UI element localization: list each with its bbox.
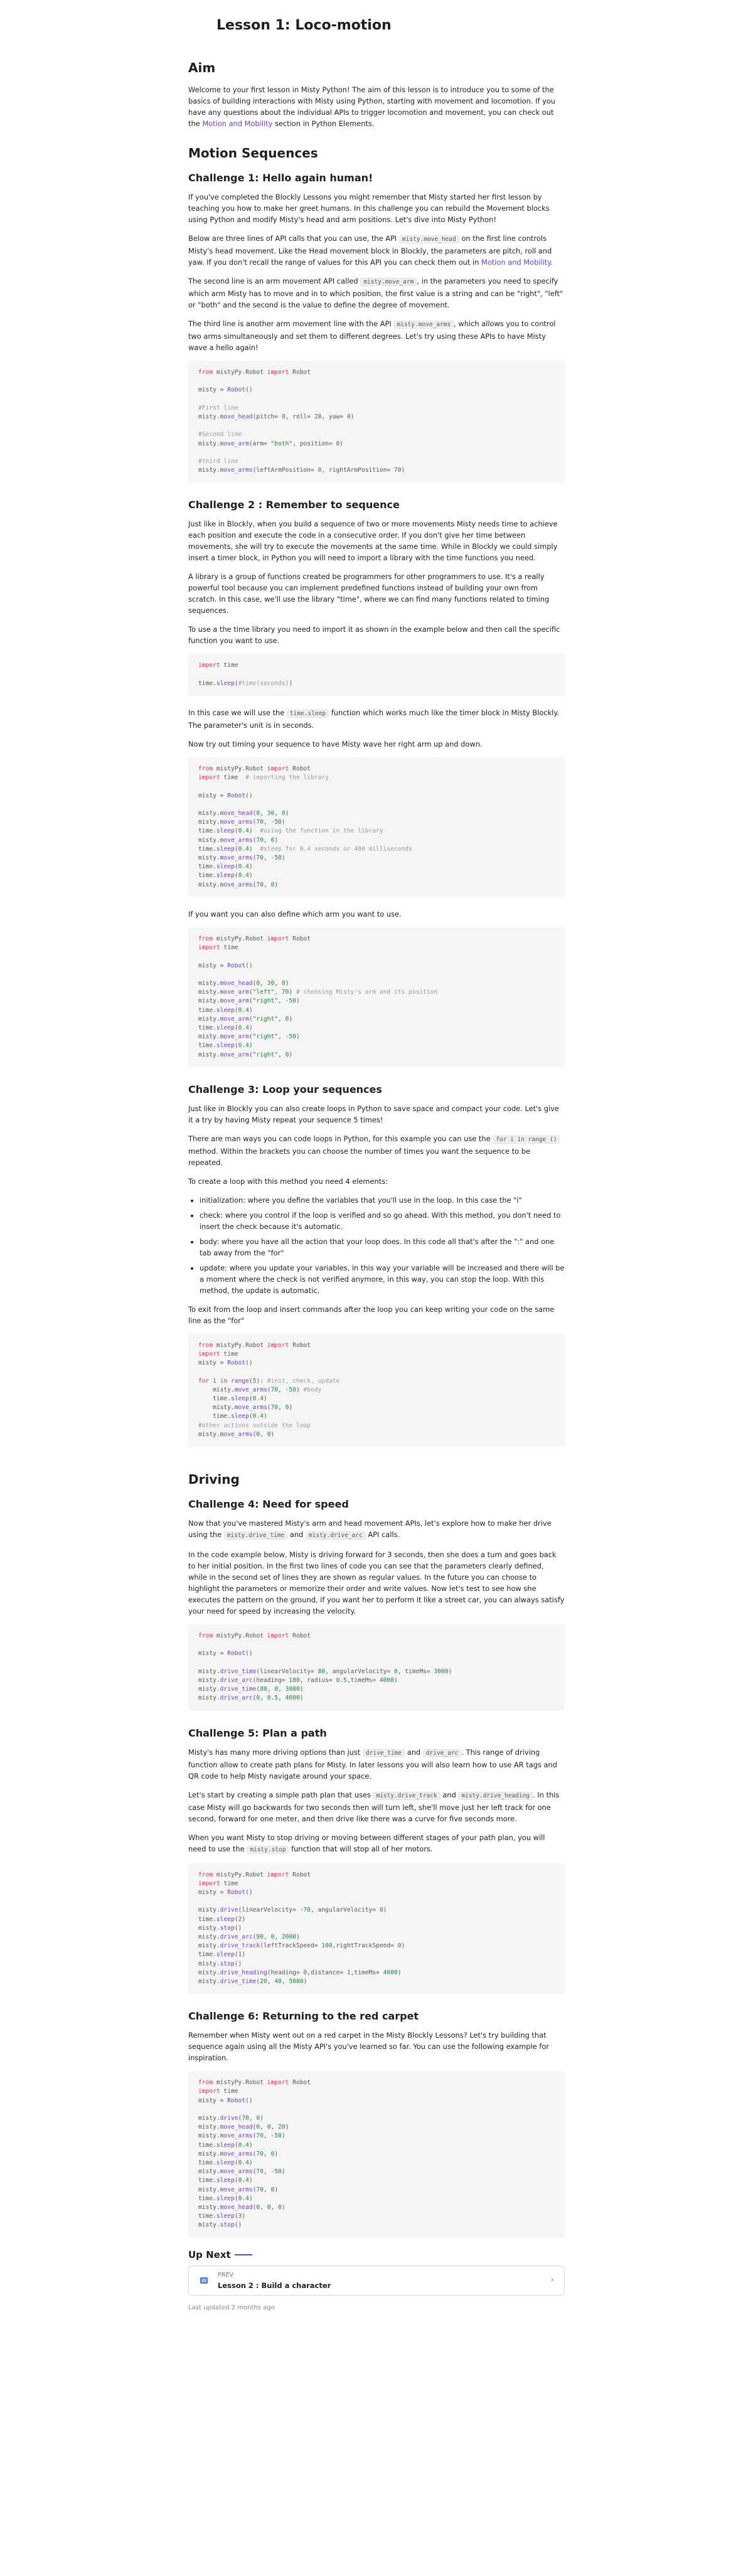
- book-icon: [199, 2275, 209, 2286]
- c5-paragraph-2: Let's start by creating a simple path plan that uses misty.drive_track and misty.drive_heading . In this case Misty will go backwards for two seconds then will turn left, she'll move just her left track for one second, forward for one meter, and then drive like there was a curve for five seconds more.: [188, 1790, 560, 1823]
- up-next-heading: Up Next: [188, 2249, 565, 2260]
- inline-code: misty.move_arms: [393, 321, 454, 329]
- inline-code: misty.drive_arc: [306, 1531, 366, 1540]
- c2-paragraph-3: To use a the time library you need to import it as shown in the example below and then call the specific function you want to use.: [188, 625, 560, 646]
- c3-paragraph-4: To exit from the loop and insert commands after the loop you can keep writing your code on the same line as the "for": [188, 1304, 555, 1325]
- c5-paragraph-1: Misty's has many more driving options than just drive_time and drive_arc . This range of driving function allow to create path plans for Misty. In later lessons you will also learn how to use AR tags and QR code to help Misty navigate around your space.: [188, 1747, 557, 1780]
- inline-code: misty.stop: [247, 1846, 289, 1854]
- inline-code: misty.move_head: [399, 235, 459, 243]
- motion-sequences-heading: Motion Sequences: [188, 146, 318, 161]
- motion-mobility-link-2[interactable]: Motion and Mobility: [481, 258, 551, 267]
- code-block-7[interactable]: from mistyPy.Robot import Robot import time misty = Robot() misty.drive(linearVelocity= -70, angularVelocity= 0) time.sleep(2) misty.stop() misty.drive_arc(90, 0, 2000) misty.drive_track(leftTrackSpeed= 100,rightTrackSpeed= 0) time.sleep(1) misty.stop() misty.drive_heading(heading= 0,distance= 1,timeMs= 4000) misty.drive_time(20, 40, 5000): [188, 1863, 565, 1994]
- c3-paragraph-2: There are man ways you can code loops in Python, for this example you can use the for i in range () method. Within the brackets you can choose the number of times you want the sequence to be repeated.: [188, 1133, 565, 1168]
- c1-paragraph-3: The second line is an arm movement API called misty.move_arm , in the parameters you need to specify which arm Misty has to move and in to which position, the first value is a string and can be "right", "left" or "both" and the second is the value to define the degree of movement.: [188, 277, 563, 309]
- inline-code: misty.move_arm: [360, 278, 417, 286]
- code-block-5[interactable]: from mistyPy.Robot import Robot import time misty = Robot() for i in range(5): #init, check, update misty.move_arms(70, -50) #body time.sleep(0.4) misty.move_arms(70, 0) time.sleep(0.4) #other actions outside the loop misty.move_arms(0, 0): [188, 1334, 565, 1447]
- c1-paragraph-4: The third line is another arm movement line with the API misty.move_arms , which allows you to control two arms simultaneously and set them to different degrees. Let's try using these APIs to have Misty wave a hello again!: [188, 319, 556, 352]
- c4-paragraph-1: Now that you've mastered Misty's arm and head movement APIs, let's explore how to make her drive using the misty.drive_time and misty.drive_arc API calls.: [188, 1518, 552, 1539]
- inline-code: time.sleep: [287, 710, 329, 718]
- c2-paragraph-2: A library is a group of functions created be programmers for other programmers to use. It's a really powerful tool because you can implement predefined functions instead of building your own from scratch. In this case, we'll use the library "time", where we can find many functions related to timing sequences.: [188, 572, 550, 615]
- code-block-2[interactable]: import time time.sleep(#time(seconds)): [188, 654, 565, 696]
- list-item: • check: where you control if the loop is verified and so go ahead. With this method, you don't need to insert the check because it's automatic.: [200, 1210, 565, 1232]
- c4-paragraph-2: In the code example below, Misty is driving forward for 3 seconds, then she does a turn and goes back to her initial position. In the first two lines of code you can see that the parameters clearly defined, while in the second set of lines they are shown as regular values. In the future you can choose to highlight the parameters or memorize their order and write values. Now let's test to see how she executes the pattern on the ground, if you want her to perform it like a street car, you can always satisfy your need for speed by increasing the velocity.: [188, 1550, 565, 1615]
- challenge-4-heading: Challenge 4: Need for speed: [188, 1498, 349, 1510]
- page-title: Lesson 1: Loco-motion: [216, 18, 392, 33]
- inline-code: misty.drive_track: [373, 1792, 440, 1800]
- inline-code: for i in range (): [493, 1136, 560, 1144]
- card-prefix: PREV: [218, 2271, 233, 2279]
- c3-paragraph-1: Just like in Blockly you can also create loops in Python to save space and compact your code. Let's give it a try by having Misty repeat your sequence 5 times!: [188, 1104, 559, 1124]
- prev-lesson-card[interactable]: [188, 2265, 565, 2296]
- driving-heading: Driving: [188, 1471, 240, 1487]
- aim-paragraph: Welcome to your first lesson in Misty Python! The aim of this lesson is to introduce you to some of the basics of building interactions with Misty using Python, starting with movement and locomotion. If you have any questions about the individual APIs to trigger locomotion and movement, you can check out the Motion and Mobility section in Python Elements.: [188, 85, 556, 128]
- code-block-3[interactable]: from mistyPy.Robot import Robot import time # importing the library misty = Robot() misty.move_head(0, 30, 0) misty.move_arms(70, -50) time.sleep(0.4) #using the function in the library misty.move_arms(70, 0) time.sleep(0.4) #sleep for 0.4 seconds or 400 milliseconds misty.move_arms(70, -50) time.sleep(0.4) time.sleep(0.4) misty.move_arms(70, 0): [188, 757, 565, 897]
- motion-mobility-link[interactable]: Motion and Mobility: [202, 119, 273, 128]
- challenge-1-heading: Challenge 1: Hello again human!: [188, 172, 373, 184]
- last-updated: Last updated 2 months ago: [188, 2304, 275, 2311]
- aim-heading: Aim: [188, 60, 216, 75]
- c2-paragraph-5: Now try out timing your sequence to have Misty wave her right arm up and down.: [188, 740, 483, 749]
- c1-paragraph-2: Below are three lines of API calls that you can use, the API misty.move_head on the first line controls Misty's head movement. Like the Head movement block in Blockly, the parameters are pitch, roll and yaw. If you don't recall the range of values for this API you can check them out in Motion and Mobility.: [188, 234, 553, 267]
- list-item: • initialization: where you define the variables that you'll use in the loop. In this case the "i": [200, 1195, 565, 1206]
- inline-code: drive_time: [363, 1749, 405, 1757]
- challenge-5-heading: Challenge 5: Plan a path: [188, 1727, 327, 1739]
- challenge-2-heading: Challenge 2 : Remember to sequence: [188, 499, 400, 511]
- c5-paragraph-3: When you want Misty to stop driving or moving between different stages of your path plan, you will need to use the misty.stop function that will stop all of her motors.: [188, 1833, 545, 1853]
- inline-code: misty.drive_time: [224, 1531, 288, 1540]
- challenge-6-heading: Challenge 6: Returning to the red carpet: [188, 2010, 419, 2023]
- list-item: • body: where you have all the action that your loop does. In this code all that's after the ":" and one tab away from the "for": [200, 1236, 565, 1259]
- code-block-1[interactable]: from mistyPy.Robot import Robot misty = Robot() #First line misty.move_head(pitch= 0, roll= 20, yaw= 0) #Second line misty.move_arm(arm= "both", position= 0) #third line misty.move_arms(leftArmPosition= 0, rightArmPosition= 70): [188, 361, 565, 482]
- chevron-right-icon: ›: [550, 2274, 554, 2285]
- inline-code: drive_arc: [423, 1749, 461, 1757]
- c1-paragraph-1: If you've completed the Blockly Lessons you might remember that Misty started her first lesson by teaching you how to make her greet humans. In this challenge you can rebuild the Movement blocks using Python and modify Misty's head and arm positions. Let's dive into Misty Python!: [188, 193, 550, 224]
- c2-paragraph-1: Just like in Blockly, when you build a sequence of two or more movements Misty needs time to achieve each position and execute the code in a consecutive order. If you don't give her time between movements, she will try to execute the movements at the same time. While in Blockly we could simply insert a timer block, in Python you will need to import a library with the time functions you need.: [188, 519, 558, 563]
- article-body: [188, 60, 565, 2311]
- code-block-6[interactable]: from mistyPy.Robot import Robot misty = Robot() misty.drive_time(linearVelocity= 80, angularVelocity= 0, timeMs= 3000) misty.drive_arc(heading= 180, radius= 0.5,timeMs= 4000) misty.drive_time(80, 0, 3000) misty.drive_arc(0, 0.5, 4000): [188, 1624, 565, 1711]
- c6-paragraph-1: Remember when Misty went out on a red carpet in the Misty Blockly Lessons? Let's try building that sequence again using all the Misty API's you've learned so far. You can use the following example for inspiration.: [188, 2031, 549, 2063]
- inline-code: misty.drive_heading: [458, 1792, 533, 1800]
- c3-paragraph-3: To create a loop with this method you need 4 elements:: [188, 1176, 388, 1186]
- card-title: Lesson 2 : Build a character: [218, 2281, 331, 2290]
- aim-section: [188, 60, 565, 129]
- challenge-3-heading: Challenge 3: Loop your sequences: [188, 1083, 382, 1095]
- c2-paragraph-6: If you want you can also define which arm you want to use.: [188, 909, 402, 918]
- list-item: • update: where you update your variables, in this way your variable will be increased and there will be a moment where the check is not verified anymore, in this way, you can stop the loop. With this method, the update is automatic.: [200, 1262, 565, 1296]
- code-block-4[interactable]: from mistyPy.Robot import Robot import time misty = Robot() misty.move_head(0, 30, 0) misty.move_arm("left", 70) # choosing Misty's arm and its position misty.move_arm("right", -50) time.sleep(0.4) misty.move_arm("right", 0) time.sleep(0.4) misty.move_arm("right", -50) time.sleep(0.4) misty.move_arm("right", 0): [188, 927, 565, 1067]
- loop-elements-list: [188, 1195, 565, 1296]
- c2-paragraph-4: In this case we will use the time.sleep function which works much like the timer block in Misty Blockly. The parameter's unit is in seconds.: [188, 708, 560, 730]
- code-block-8[interactable]: from mistyPy.Robot import Robot import time misty = Robot() misty.drive(70, 0) misty.move_head(0, 0, 20) misty.move_arms(70, -50) time.sleep(0.4) misty.move_arms(70, 0) time.sleep(0.4) misty.move_arms(70, -50) time.sleep(0.4) misty.move_arms(70, 0) time.sleep(0.4) misty.move_head(0, 0, 0) time.sleep(3) misty.stop(): [188, 2071, 565, 2237]
